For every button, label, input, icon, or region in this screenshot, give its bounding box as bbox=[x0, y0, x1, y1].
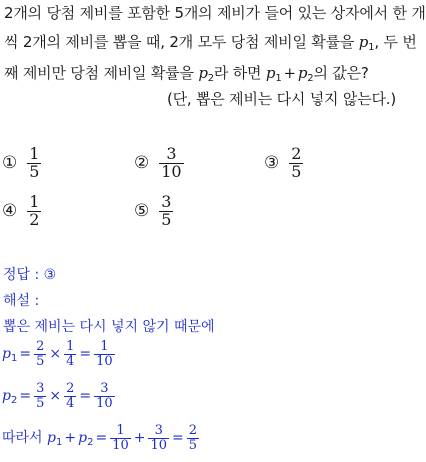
choice-3[interactable]: ③ $\frac{2}{5}$ bbox=[264, 144, 302, 181]
equation-p1: $p_1$ = $\frac{2}{5}$ × $\frac{1}{4}$ = $\frac{1}{10}$ bbox=[2, 339, 113, 369]
question-line-1: 2개의 당첨 제비를 포함한 5개의 제비가 들어 있는 상자에서 한 개 bbox=[4, 4, 426, 22]
explain-label: 해설 : bbox=[3, 293, 40, 309]
question-line-3: 째 제비만 당첨 제비일 확률을 $p_2$라 하면 $p_1 + p_2$의 값은? bbox=[4, 64, 369, 84]
var-p: p bbox=[358, 33, 369, 51]
choice-4[interactable]: ④ $\frac{1}{2}$ bbox=[2, 192, 40, 229]
equation-p2: $p_2$ = $\frac{3}{5}$ × $\frac{2}{4}$ = $\frac{3}{10}$ bbox=[2, 381, 113, 411]
choice-1[interactable]: ① $\frac{1}{5}$ bbox=[2, 144, 40, 181]
question-line-2: 씩 2개의 제비를 뽑을 때, 2개 모두 당첨 제비일 확률을 $p_1$, 두 번 bbox=[4, 33, 417, 53]
choice-2[interactable]: ② $\frac{3}{10}$ bbox=[134, 144, 182, 181]
question-note: (단, 뽑은 제비는 다시 넣지 않는다.) bbox=[166, 90, 396, 108]
choice-5[interactable]: ⑤ $\frac{3}{5}$ bbox=[134, 192, 172, 229]
equation-final: 따라서 $p_1 + p_2$ = $\frac{1}{10}$ + $\frac{3}{10}$ = $\frac{2}{5}$ bbox=[2, 423, 198, 453]
answer-label: 정답 : ③ bbox=[3, 267, 57, 283]
solution-reason: 뽑은 제비는 다시 넣지 않기 때문에 bbox=[3, 319, 215, 335]
